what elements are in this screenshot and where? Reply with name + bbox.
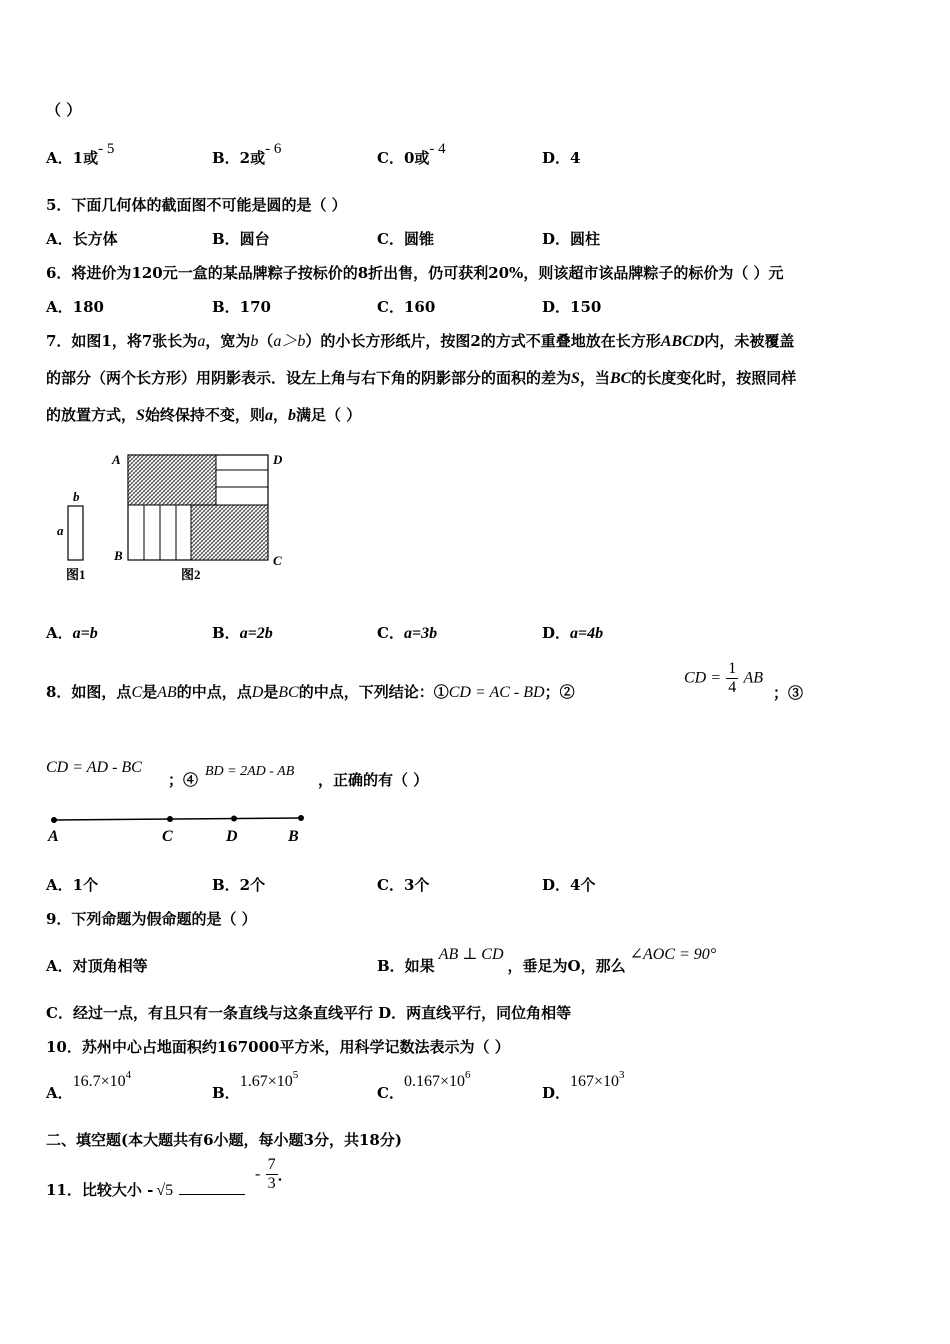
q8-point-A (51, 817, 57, 823)
q8-marker-3: ；③ (773, 684, 804, 702)
q7-stem-line1 (46, 331, 794, 352)
fig2-label-B: B (114, 548, 123, 563)
q9-option-b-label: B．如果 (377, 957, 435, 975)
q8-text: 的中点，下列结论：① (298, 683, 449, 701)
q8-eq3: CD = AD - BC (46, 759, 142, 776)
q4-option-c (377, 141, 446, 169)
fig2-caption: 图2 (181, 567, 201, 582)
q8-label-D: D (226, 828, 238, 845)
q11-neg: - (255, 1165, 261, 1183)
q8-text: 是 (142, 683, 158, 701)
q10-option-b-label: B． (212, 1084, 240, 1102)
q4-option-b (212, 141, 282, 169)
q10-option-a-exp: 4 (125, 1069, 132, 1081)
q6-option-b: B．170 (212, 298, 271, 316)
q7-option-c-value: a=3b (403, 625, 438, 642)
q7-condition: a＞b (273, 333, 306, 350)
fig1-label-b: b (73, 489, 80, 504)
q5-option-a: A．长方体 (46, 230, 118, 248)
q10-option-b-base: 1.67×10 (239, 1073, 293, 1090)
q6-option-a: A．180 (46, 298, 104, 316)
q7-option-d-value: a=4b (570, 625, 604, 642)
q8-text: ；② (544, 683, 575, 701)
q9-option-b (377, 946, 717, 977)
q8-eq2-fraction (726, 660, 738, 697)
q11-num: 7 (267, 1156, 276, 1173)
q7-text: 的长度变化时，按照同样 (631, 369, 797, 387)
q10-option-d-label: D． (542, 1084, 571, 1102)
q5-option-c: C．圆锥 (377, 230, 434, 248)
q11-answer-blank[interactable] (179, 1180, 245, 1195)
q4-option-c-label: C．0或 (377, 149, 430, 167)
q7-option-d (542, 623, 603, 644)
q7-option-d-label: D． (542, 624, 571, 642)
q4-paren: （ ） (46, 101, 82, 119)
q7-text: 内，未被覆盖 (704, 332, 795, 350)
q8-eq4: BD = 2AD - AB (205, 764, 295, 779)
q5-option-b: B．圆台 (212, 230, 270, 248)
q7-text: 7．如图1，将7张长为 (46, 332, 198, 350)
q8-conclusion-3 (46, 757, 142, 778)
q8-label-A: A (48, 828, 59, 845)
q8-text: 8．如图，点 (46, 683, 132, 701)
q4-option-b-label: B．2或 (212, 149, 266, 167)
q5-stem: 5．下面几何体的截面图不可能是圆的是（ ） (46, 196, 347, 214)
q9-stem: 9．下列命题为假命题的是（ ） (46, 910, 257, 928)
q11-fraction (266, 1156, 278, 1193)
q7-rect-name: ABCD (660, 333, 705, 350)
q7-stem-line2 (46, 368, 796, 389)
q8-conclusion-4 (205, 760, 294, 782)
q9-option-b-eq: AB ⊥ CD (438, 946, 504, 963)
q8-option-c: C．3个 (377, 876, 430, 894)
q8-seg-bc: BC (278, 684, 299, 701)
q8-stem-line1 (46, 682, 575, 703)
q7-var-s: S (136, 407, 145, 424)
q8-eq2-right: AB (743, 669, 764, 687)
q8-conclusion-2 (684, 660, 763, 697)
q11-fraction-group (255, 1156, 293, 1193)
q11-stem (46, 1180, 245, 1201)
q8-line (54, 818, 301, 820)
q10-stem: 10．苏州中心占地面积约167000平方米，用科学记数法表示为（ ） (46, 1038, 510, 1056)
fig2-label-A: A (112, 452, 121, 467)
q7-text: ， (272, 406, 288, 424)
q8-stem-tail: ，正确的有（ ） (318, 771, 429, 789)
q11-period: ． (277, 1166, 293, 1184)
q8-point-D (231, 816, 237, 822)
q4-option-c-exp: - 4 (429, 141, 446, 157)
q11-sqrt: √5 (156, 1182, 174, 1199)
q10-option-c-exp: 6 (464, 1069, 471, 1081)
q8-conclusion-1: CD = AC - BD (448, 684, 545, 701)
q7-var-a: a (264, 407, 273, 424)
fig2-label-C: C (273, 553, 282, 568)
q7-option-c (377, 623, 437, 644)
q4-option-a-label: A．1或 (46, 149, 99, 167)
q7-text: 满足（ ） (295, 406, 362, 424)
q10-option-a-label: A． (46, 1084, 73, 1102)
q8-text: 的中点，点 (176, 683, 252, 701)
q8-eq2-num: 1 (728, 660, 737, 677)
q8-option-d: D．4个 (542, 876, 596, 894)
fig1-caption: 图1 (66, 567, 86, 582)
section2-title: 二、填空题(本大题共有6小题，每小题3分，共18分) (46, 1131, 402, 1149)
q7-var-a: a (197, 333, 206, 350)
q10-option-c-base: 0.167×10 (403, 1073, 465, 1090)
q9-option-a: A．对顶角相等 (46, 957, 148, 975)
q7-figure (50, 445, 300, 590)
q10-option-d-exp: 3 (619, 1069, 625, 1081)
q4-option-a-exp: - 5 (98, 141, 115, 157)
q8-eq2-den: 4 (728, 679, 737, 696)
q7-option-b (212, 623, 273, 644)
q8-marker-4: ；④ (168, 771, 199, 789)
q8-point-C (167, 816, 173, 822)
q7-text: 的部分（两个长方形）用阴影表示．设左上角与右下角的阴影部分的面积的差为 (46, 369, 572, 387)
q4-option-d: D．4 (542, 149, 581, 167)
q8-point-d: D (251, 684, 264, 701)
q4-option-b-exp: - 6 (265, 141, 282, 157)
q7-option-a-label: A． (46, 624, 73, 642)
q7-text: 的放置方式， (46, 406, 137, 424)
fig2-shade-bottomright (191, 505, 268, 560)
q7-text: （ (258, 332, 274, 350)
q8-text: 是 (263, 683, 279, 701)
q6-option-d: D．150 (542, 298, 602, 316)
q7-var-s: S (571, 370, 580, 387)
q10-option-d-base: 167×10 (570, 1073, 620, 1090)
q10-option-c-label: C． (377, 1084, 404, 1102)
q8-label-C: C (162, 828, 173, 845)
q7-text: ）的小长方形纸片，按图2的方式不重叠地放在长方形 (305, 332, 661, 350)
q6-stem: 6．将进价为120元一盒的某品牌粽子按标价的8折出售，仍可获利20%，则该超市该品牌粽子的标价为（ ）元 (46, 264, 784, 282)
q8-option-b: B．2个 (212, 876, 266, 894)
q7-var-b: b (250, 333, 259, 350)
q7-stem-line3 (46, 405, 361, 426)
q7-text: 始终保持不变，则 (144, 406, 265, 424)
q8-seg-ab: AB (157, 684, 177, 701)
q7-text: ，当 (579, 369, 610, 387)
q7-option-c-label: C． (377, 624, 404, 642)
fig2-shade-topleft (128, 455, 216, 505)
q7-option-b-label: B． (212, 624, 240, 642)
q4-option-a (46, 141, 115, 169)
q6-option-c: C．160 (377, 298, 436, 316)
q8-segment-figure (44, 808, 314, 850)
fig1-rect (68, 506, 83, 560)
q7-seg-bc: BC (609, 370, 632, 387)
q9-option-b-text: ，垂足为O，那么 (507, 957, 626, 975)
q7-text: ，宽为 (205, 332, 251, 350)
q8-option-a: A．1个 (46, 876, 99, 894)
fig1-label-a: a (57, 523, 64, 538)
q7-option-a (46, 623, 98, 644)
q10-option-b-exp: 5 (292, 1069, 299, 1081)
q8-label-B: B (288, 828, 299, 845)
q10-option-a-base: 16.7×10 (72, 1073, 126, 1090)
q8-point-B (298, 815, 304, 821)
q7-option-a-value: a=b (72, 625, 98, 642)
fig2-label-D: D (273, 452, 283, 467)
q9-option-b-eq2: ∠AOC = 90° (629, 946, 717, 963)
q7-var-b: b (287, 407, 296, 424)
q8-point-c: C (131, 684, 143, 701)
q5-option-d: D．圆柱 (542, 230, 601, 248)
q8-eq2-left: CD = (684, 669, 722, 687)
q7-option-b-value: a=2b (239, 625, 273, 642)
q11-label: 11．比较大小 - (46, 1181, 154, 1199)
q11-den: 3 (267, 1175, 276, 1192)
q9-option-cd: C．经过一点，有且只有一条直线与这条直线平行 D．两直线平行，同位角相等 (46, 1004, 572, 1022)
